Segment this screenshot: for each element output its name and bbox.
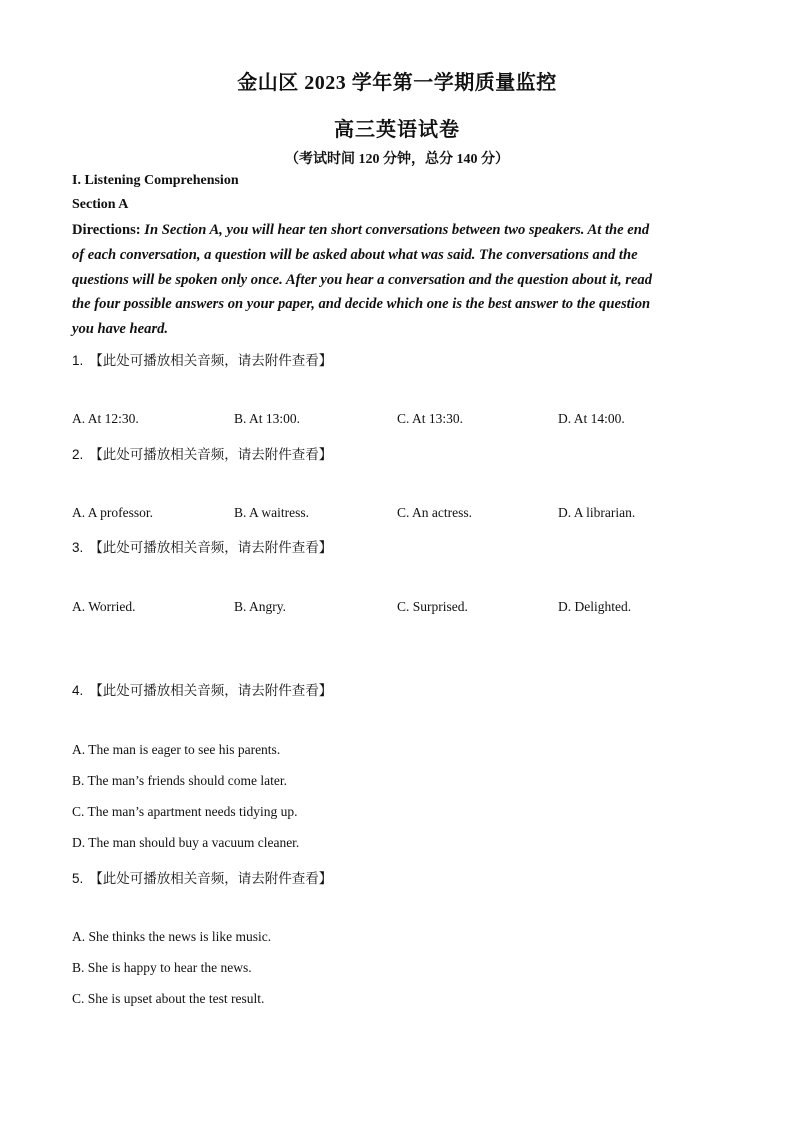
option-b[interactable]: B. A waitress. bbox=[234, 505, 310, 520]
option-d[interactable]: D. Delighted. bbox=[558, 599, 632, 614]
question-1 bbox=[72, 349, 332, 369]
option-d[interactable]: D. The man should buy a vacuum cleaner. bbox=[72, 835, 300, 850]
question-number: 2. bbox=[72, 447, 84, 462]
option-d[interactable]: D. A librarian. bbox=[558, 505, 636, 520]
part-heading: I. Listening Comprehension bbox=[72, 173, 239, 188]
option-c[interactable]: C. The man’s apartment needs tidying up. bbox=[72, 804, 298, 819]
directions-block bbox=[72, 218, 722, 342]
exam-info: （考试时间 120 分钟，总分 140 分） bbox=[285, 152, 509, 167]
directions-line: questions will be spoken only once. After you hear a conversation and the question about it, read bbox=[72, 271, 653, 288]
question-number: 3. bbox=[72, 540, 84, 555]
option-b[interactable]: B. At 13:00. bbox=[234, 411, 301, 426]
option-d[interactable]: D. At 14:00. bbox=[558, 411, 625, 426]
audio-note: 【此处可播放相关音频，请去附件查看】 bbox=[89, 683, 333, 699]
option-b[interactable]: B. Angry. bbox=[234, 599, 287, 614]
exam-subtitle: 高三英语试卷 bbox=[334, 119, 460, 141]
audio-note: 【此处可播放相关音频，请去附件查看】 bbox=[89, 447, 333, 463]
audio-note: 【此处可播放相关音频，请去附件查看】 bbox=[89, 540, 333, 556]
question-number: 1. bbox=[72, 353, 84, 368]
question-number: 5. bbox=[72, 871, 84, 886]
option-c[interactable]: C. An actress. bbox=[397, 505, 472, 520]
option-a[interactable]: A. A professor. bbox=[72, 505, 153, 520]
option-c[interactable]: C. She is upset about the test result. bbox=[72, 991, 265, 1006]
directions-text: In Section A, you will hear ten short conversations between two speakers. At the end bbox=[144, 222, 650, 238]
directions-line: the four possible answers on your paper, and decide which one is the best answer to the question bbox=[72, 296, 651, 313]
option-c[interactable]: C. Surprised. bbox=[397, 599, 468, 614]
directions-line bbox=[72, 218, 722, 243]
section-heading: Section A bbox=[72, 197, 129, 212]
option-a[interactable]: A. The man is eager to see his parents. bbox=[72, 742, 281, 757]
question-5 bbox=[72, 867, 332, 887]
directions-line: you have heard. bbox=[72, 321, 169, 338]
option-c[interactable]: C. At 13:30. bbox=[397, 411, 464, 426]
directions-label: Directions: bbox=[72, 222, 141, 238]
option-b[interactable]: B. The man’s friends should come later. bbox=[72, 773, 287, 788]
question-3 bbox=[72, 536, 332, 556]
option-a[interactable]: A. At 12:30. bbox=[72, 411, 139, 426]
audio-note: 【此处可播放相关音频，请去附件查看】 bbox=[89, 871, 333, 887]
exam-title: 金山区 2023 学年第一学期质量监控 bbox=[237, 72, 557, 94]
audio-note: 【此处可播放相关音频，请去附件查看】 bbox=[89, 353, 333, 369]
directions-line: of each conversation, a question will be asked about what was said. The conversations and the bbox=[72, 246, 638, 263]
question-number: 4. bbox=[72, 683, 84, 698]
option-b[interactable]: B. She is happy to hear the news. bbox=[72, 960, 252, 975]
option-a[interactable]: A. Worried. bbox=[72, 599, 136, 614]
question-4 bbox=[72, 679, 332, 699]
question-2 bbox=[72, 443, 332, 463]
option-a[interactable]: A. She thinks the news is like music. bbox=[72, 929, 272, 944]
